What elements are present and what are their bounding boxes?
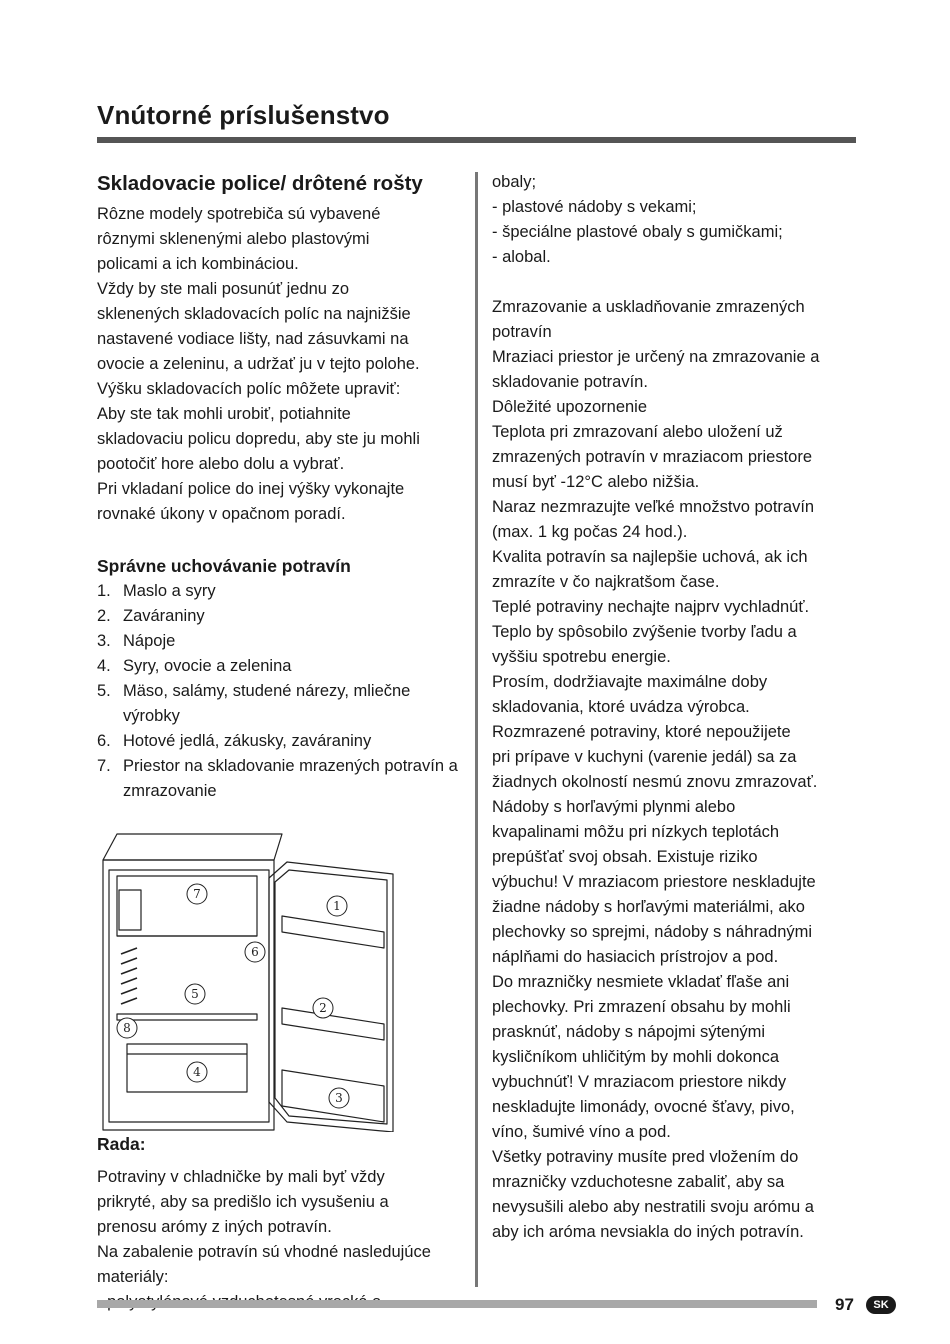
text-line: Na zabalenie potravín sú vhodné nasledujúce — [97, 1243, 431, 1261]
list-text: Nápoje — [123, 632, 176, 650]
svg-text:8: 8 — [123, 1021, 131, 1035]
text-line: aby ich aróma nevsiakla do iných potravín. — [492, 1223, 804, 1241]
text-line: kvapalinami môžu pri nízkych teplotách — [492, 823, 780, 841]
text-line: materiály: — [97, 1268, 169, 1286]
text-line: náplňami do hasiacich prístrojov a pod. — [492, 948, 779, 966]
text-line: nevysušili alebo aby nestratili svoju arómu a — [492, 1198, 814, 1216]
tip-heading: Rada: — [97, 1134, 146, 1154]
text-line: Teplé potraviny nechajte najprv vychladnúť. — [492, 598, 810, 616]
text-line: policami a ich kombináciou. — [97, 255, 299, 273]
svg-text:2: 2 — [319, 1001, 327, 1015]
list-item — [97, 729, 467, 754]
svg-text:6: 6 — [251, 945, 259, 959]
text-line: pootočiť hore alebo dolu a vybrať. — [97, 455, 345, 473]
list-number: 5. — [97, 682, 111, 700]
callout-5 — [185, 984, 205, 1004]
text-line: skladovania, ktoré uvádza výrobca. — [492, 698, 750, 716]
freezer-compartment — [117, 876, 257, 936]
glass-shelf — [117, 1014, 257, 1020]
list-text: Priestor na skladovanie mrazených potravín a zmrazovanie — [123, 757, 458, 800]
language-badge: SK — [866, 1296, 896, 1314]
title-rule — [97, 137, 856, 143]
column-divider — [475, 172, 478, 1287]
text-line: žiadnych okolností nesmú znovu zmrazovať. — [492, 773, 818, 791]
callout-8 — [117, 1018, 137, 1038]
list-item — [97, 679, 467, 729]
list-number: 3. — [97, 632, 111, 650]
section-heading-storage: Správne uchovávanie potravín — [97, 556, 351, 576]
text-line: Kvalita potravín sa najlepšie uchová, ak ich — [492, 548, 808, 566]
text-line: Vždy by ste mali posunúť jednu zo — [97, 280, 349, 298]
list-item — [97, 604, 467, 629]
text-line: Všetky potraviny musíte pred vložením do — [492, 1148, 799, 1166]
list-number: 4. — [97, 657, 111, 675]
text-line: Pri vkladaní police do inej výšky vykonajte — [97, 480, 405, 498]
list-text: Mäso, salámy, studené nárezy, mliečne výrobky — [123, 682, 411, 725]
list-item — [97, 629, 467, 654]
text-line: - alobal. — [492, 248, 551, 266]
text-line: rôznymi sklenenými alebo plastovými — [97, 230, 370, 248]
callout-7 — [187, 884, 207, 904]
text-line: Zmrazovanie a uskladňovanie zmrazených — [492, 298, 805, 316]
callout-3 — [329, 1088, 349, 1108]
section-heading-shelves: Skladovacie police/ drôtené rošty — [97, 172, 423, 195]
text-line: vyššiu spotrebu energie. — [492, 648, 671, 666]
text-line: prikryté, aby sa predišlo ich vysušeniu a — [97, 1193, 389, 1211]
text-line: Potraviny v chladničke by mali byť vždy — [97, 1168, 385, 1186]
callout-4 — [187, 1062, 207, 1082]
text-line: Rozmrazené potraviny, ktoré nepoužijete — [492, 723, 791, 741]
tip-text — [97, 1165, 467, 1315]
list-item — [97, 654, 467, 679]
packaging-list — [492, 170, 862, 270]
text-line: kysličníkom uhličitým by mohli dokonca — [492, 1048, 780, 1066]
text-line: Do mrazničky nesmiete vkladať fľaše ani — [492, 973, 790, 991]
footer-rule — [97, 1300, 817, 1308]
text-line: - plastové nádoby s vekami; — [492, 198, 697, 216]
text-line: plechovky. Pri zmrazení obsahu by mohli — [492, 998, 791, 1016]
text-line: skladovaciu policu dopredu, aby ste ju mohli — [97, 430, 420, 448]
svg-text:7: 7 — [193, 887, 201, 901]
text-line: Aby ste tak mohli urobiť, potiahnite — [97, 405, 351, 423]
svg-text:5: 5 — [191, 987, 199, 1001]
list-item — [97, 579, 467, 604]
text-line: zmrazených potravín v mraziacom priestore — [492, 448, 813, 466]
door-shelf-middle — [282, 1008, 384, 1040]
storage-list — [97, 579, 467, 804]
text-line: rovnaké úkony v opačnom poradí. — [97, 505, 346, 523]
text-line: sklenených skladovacích políc na najnižšie — [97, 305, 411, 323]
svg-text:3: 3 — [335, 1091, 343, 1105]
list-text: Zaváraniny — [123, 607, 205, 625]
text-line: obaly; — [492, 173, 537, 191]
page-title: Vnútorné príslušenstvo — [97, 100, 390, 130]
door-shelf-top — [282, 916, 384, 948]
callout-6 — [245, 942, 265, 962]
text-line: víno, šumivé víno a pod. — [492, 1123, 671, 1141]
text-line: Mraziaci priestor je určený na zmrazovanie a — [492, 348, 820, 366]
page-number: 97 — [835, 1295, 854, 1314]
cabinet-top — [103, 834, 282, 860]
text-line: Výšku skladovacích políc môžete upraviť: — [97, 380, 401, 398]
svg-text:4: 4 — [193, 1065, 201, 1079]
text-line: prepúšťať svoj obsah. Existuje riziko — [492, 848, 758, 866]
text-line: prenosu arómy z iných potravín. — [97, 1218, 332, 1236]
list-number: 7. — [97, 757, 111, 775]
list-number: 1. — [97, 582, 111, 600]
right-column — [492, 170, 862, 1245]
list-text: Hotové jedlá, zákusky, zaváraniny — [123, 732, 372, 750]
shelves-text — [97, 202, 467, 527]
list-number: 2. — [97, 607, 111, 625]
text-line: mrazničky vzduchotesne zabaliť, aby sa — [492, 1173, 785, 1191]
text-line: žiadne nádoby s horľavými materiálmi, ako — [492, 898, 805, 916]
text-line: skladovanie potravín. — [492, 373, 648, 391]
text-line: - špeciálne plastové obaly s gumičkami; — [492, 223, 783, 241]
crisper-drawer — [127, 1044, 247, 1092]
text-line: neskladujte limonády, ovocné šťavy, pivo, — [492, 1098, 795, 1116]
callout-2 — [313, 998, 333, 1018]
text-line: Rôzne modely spotrebiča sú vybavené — [97, 205, 381, 223]
text-line: plechovky so sprejmi, nádoby s náhradnými — [492, 923, 813, 941]
list-number: 6. — [97, 732, 111, 750]
text-line: ovocie a zeleninu, a udržať ju v tejto polohe. — [97, 355, 420, 373]
text-line: Prosím, dodržiavajte maximálne doby — [492, 673, 768, 691]
text-line: potravín — [492, 323, 552, 341]
left-column — [97, 170, 467, 1315]
text-line: Teplota pri zmrazovaní alebo uložení už — [492, 423, 783, 441]
svg-text:1: 1 — [333, 899, 341, 913]
text-line: pri prípave v kuchyni (varenie jedál) sa za — [492, 748, 797, 766]
text-line: musí byť -12°C alebo nižšia. — [492, 473, 700, 491]
text-line: prasknúť, nádoby s nápojmi sýtenými — [492, 1023, 766, 1041]
callout-1 — [327, 896, 347, 916]
paragraph-gap — [492, 270, 862, 295]
text-line: vybuchnúť! V mraziacom priestore nikdy — [492, 1073, 787, 1091]
list-text: Maslo a syry — [123, 582, 216, 600]
freezing-text — [492, 295, 862, 1245]
text-line: zmrazíte v čo najkratšom čase. — [492, 573, 720, 591]
text-line: (max. 1 kg počas 24 hod.). — [492, 523, 688, 541]
list-text: Syry, ovocie a zelenina — [123, 657, 292, 675]
text-line: výbuchu! V mraziacom priestore neskladujte — [492, 873, 816, 891]
text-line: Teplo by spôsobilo zvýšenie tvorby ľadu a — [492, 623, 797, 641]
text-line: nastavené vodiace lišty, nad zásuvkami na — [97, 330, 409, 348]
list-item — [97, 754, 467, 804]
fridge-diagram — [97, 832, 397, 1132]
text-line: Naraz nezmrazujte veľké množstvo potravín — [492, 498, 815, 516]
text-line: Dôležité upozornenie — [492, 398, 648, 416]
text-line: Nádoby s horľavými plynmi alebo — [492, 798, 736, 816]
